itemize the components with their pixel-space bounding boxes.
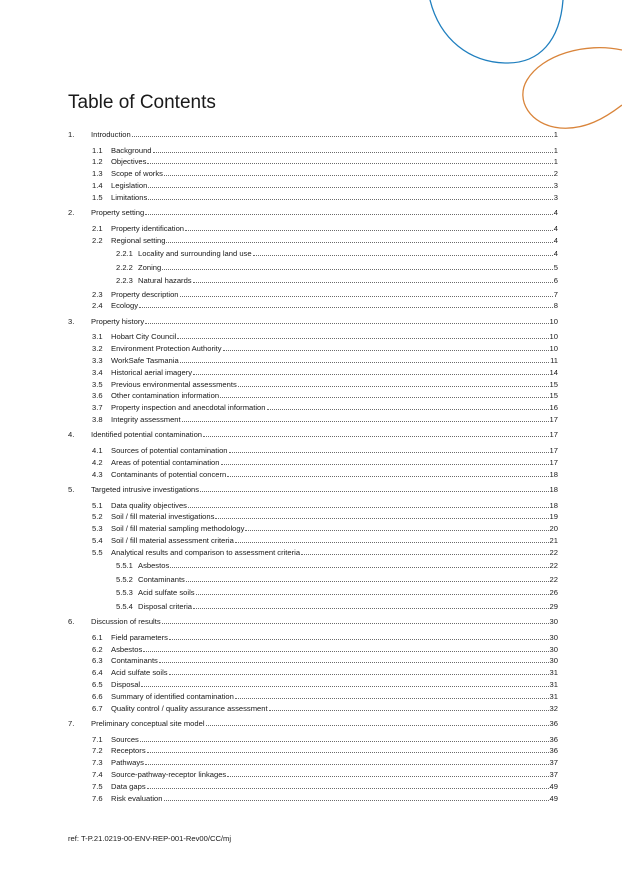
toc-entry-page: 49 xyxy=(549,793,558,803)
dot-leader xyxy=(166,242,552,243)
toc-entry-page: 15 xyxy=(549,379,558,389)
toc-entry[interactable] xyxy=(68,389,558,400)
toc-entry-number: 6.7 xyxy=(92,703,103,713)
toc-entry-number: 5.5.4 xyxy=(116,601,133,611)
toc-entry-label: Field parameters xyxy=(111,632,168,642)
dot-leader xyxy=(132,136,553,137)
toc-entry-page: 4 xyxy=(553,235,558,245)
toc-entry-number: 3.7 xyxy=(92,403,103,413)
toc-entry-label: Sources of potential contamination xyxy=(111,445,228,455)
toc-entry-number: 1.5 xyxy=(92,192,103,202)
toc-entry-number: 4.2 xyxy=(92,457,103,467)
toc-entry-label: Preliminary conceptual site model xyxy=(91,719,205,728)
toc-entry[interactable] xyxy=(68,428,558,439)
toc-entry-page: 31 xyxy=(549,668,558,678)
dot-leader xyxy=(200,491,548,492)
dot-leader xyxy=(162,269,553,270)
dot-leader xyxy=(147,163,552,164)
toc-entry-page: 30 xyxy=(549,632,558,642)
toc-entry[interactable] xyxy=(68,444,558,455)
toc-entry-page: 10 xyxy=(549,344,558,354)
toc-entry-page: 26 xyxy=(549,588,558,598)
toc-entry-label: Other contamination information xyxy=(111,391,220,401)
toc-entry[interactable] xyxy=(68,586,558,597)
dot-leader xyxy=(253,255,553,256)
toc-entry-number: 6. xyxy=(68,617,75,627)
dot-leader xyxy=(164,800,549,801)
dot-leader xyxy=(143,651,548,652)
dot-leader xyxy=(193,374,549,375)
toc-entry[interactable] xyxy=(68,261,558,272)
toc-entry-page: 18 xyxy=(549,485,558,494)
dot-leader xyxy=(177,338,548,339)
toc-entry-number: 1. xyxy=(68,130,75,139)
dot-leader xyxy=(203,436,549,437)
toc-entry-number: 3.4 xyxy=(92,367,103,377)
toc-entry[interactable] xyxy=(68,179,558,190)
toc-entry-label: Legislation xyxy=(111,180,148,190)
toc-entry-label: Risk evaluation xyxy=(111,793,163,803)
toc-entry-label: Acid sulfate soils xyxy=(111,668,168,678)
toc-entry-number: 1.1 xyxy=(92,145,103,155)
orange-arc xyxy=(523,48,622,129)
toc-entry-label: Contaminants xyxy=(138,574,185,584)
toc-entry-label: Sources xyxy=(111,734,139,744)
toc-entry-number: 7.6 xyxy=(92,793,103,803)
toc-entry-page: 15 xyxy=(549,391,558,401)
toc-entry-label: Summary of identified contamination xyxy=(111,691,234,701)
toc-entry-page: 31 xyxy=(549,679,558,689)
toc-entry[interactable] xyxy=(68,299,558,310)
toc-entry-label: Acid sulfate soils xyxy=(138,588,195,598)
toc-entry-label: Natural hazards xyxy=(138,276,192,285)
toc-entry[interactable] xyxy=(68,366,558,377)
toc-entry-label: Regional setting xyxy=(111,235,166,245)
toc-entry-label: Contaminants xyxy=(111,656,158,666)
toc-entry[interactable] xyxy=(68,206,558,217)
dot-leader xyxy=(185,230,553,231)
toc-entry[interactable] xyxy=(68,546,558,557)
toc-entry[interactable] xyxy=(68,144,558,155)
toc-entry-label: Scope of works xyxy=(111,169,163,179)
dot-leader xyxy=(227,776,548,777)
toc-entry-number: 3.8 xyxy=(92,414,103,424)
dot-leader xyxy=(193,608,549,609)
dot-leader xyxy=(206,725,549,726)
dot-leader xyxy=(267,409,549,410)
toc-entry[interactable] xyxy=(68,128,558,139)
toc-entry[interactable] xyxy=(68,678,558,689)
toc-entry-number: 2.2 xyxy=(92,235,103,245)
toc-entry-page: 36 xyxy=(549,746,558,756)
toc-entry-number: 2.3 xyxy=(92,289,103,299)
toc-entry[interactable] xyxy=(68,468,558,479)
toc-entry-page: 19 xyxy=(549,512,558,522)
toc-entry-page: 11 xyxy=(550,355,558,365)
toc-entry-page: 17 xyxy=(549,430,558,440)
toc-entry-label: Previous environmental assessments xyxy=(111,379,237,389)
toc-entry[interactable] xyxy=(68,354,558,365)
toc-entry-label: Areas of potential contamination xyxy=(111,457,220,467)
toc-entry-label: Soil / fill material assessment criteria xyxy=(111,535,234,545)
toc-entry-page: 7 xyxy=(553,289,558,299)
toc-entry[interactable] xyxy=(68,631,558,642)
toc-entry-page: 10 xyxy=(549,316,558,326)
toc-entry-number: 3.2 xyxy=(92,344,103,354)
toc-entry-label: Targeted intrusive investigations xyxy=(91,485,200,494)
toc-entry[interactable] xyxy=(68,534,558,545)
dot-leader xyxy=(170,567,548,568)
toc-entry-number: 1.2 xyxy=(92,157,103,167)
dot-leader xyxy=(301,554,548,555)
toc-entry[interactable] xyxy=(68,342,558,353)
toc-entry[interactable] xyxy=(68,522,558,533)
toc-entry[interactable] xyxy=(68,654,558,665)
toc-entry-number: 2.2.3 xyxy=(116,276,133,285)
dot-leader xyxy=(159,662,549,663)
toc-entry[interactable] xyxy=(68,666,558,677)
dot-leader xyxy=(164,175,553,176)
toc-entry-number: 3.1 xyxy=(92,332,103,342)
toc-entry-number: 2.2.2 xyxy=(116,262,133,272)
toc-entry[interactable] xyxy=(68,413,558,424)
toc-entry-label: Asbestos xyxy=(138,561,170,571)
dot-leader xyxy=(215,518,548,519)
toc-entry-page: 8 xyxy=(553,301,558,311)
dot-leader xyxy=(220,397,548,398)
toc-entry[interactable] xyxy=(68,483,558,494)
toc-entry[interactable] xyxy=(68,191,558,202)
dot-leader xyxy=(162,623,549,624)
dot-leader xyxy=(221,464,549,465)
toc-entry[interactable] xyxy=(68,247,558,258)
dot-leader xyxy=(139,307,553,308)
dot-leader xyxy=(196,594,549,595)
toc-entry-label: Property inspection and anecdotal information xyxy=(111,403,266,413)
toc-entry-number: 7.1 xyxy=(92,734,103,744)
toc-entry-number: 5.3 xyxy=(92,524,103,534)
dot-leader xyxy=(269,710,549,711)
toc-entry-page: 6 xyxy=(553,276,558,285)
toc-entry-page: 22 xyxy=(549,561,558,571)
toc-entry-label: Soil / fill material investigations xyxy=(111,512,215,522)
toc-entry[interactable] xyxy=(68,155,558,166)
dot-leader xyxy=(235,542,549,543)
toc-entry[interactable] xyxy=(68,401,558,412)
dot-leader xyxy=(145,214,553,215)
toc-entry-number: 7. xyxy=(68,719,75,728)
toc-entry-number: 4. xyxy=(68,430,75,440)
dot-leader xyxy=(180,296,553,297)
toc-entry[interactable] xyxy=(68,744,558,755)
toc-entry-number: 5.5.1 xyxy=(116,561,133,571)
toc-entry-number: 3.3 xyxy=(92,355,103,365)
dot-leader xyxy=(186,581,549,582)
toc-entry-page: 10 xyxy=(549,332,558,342)
toc-entry-page: 29 xyxy=(549,601,558,611)
blue-arc xyxy=(430,0,563,63)
toc-entry-number: 4.3 xyxy=(92,469,103,479)
dot-leader xyxy=(223,350,549,351)
toc-entry-page: 36 xyxy=(549,719,558,728)
dot-leader xyxy=(145,764,549,765)
toc-entry[interactable] xyxy=(68,600,558,611)
toc-entry-number: 1.3 xyxy=(92,169,103,179)
toc-entry[interactable] xyxy=(68,559,558,570)
toc-entry-label: Soil / fill material sampling methodology xyxy=(111,524,245,534)
toc-entry-label: Ecology xyxy=(111,301,139,311)
toc-entry[interactable] xyxy=(68,510,558,521)
toc-entry[interactable] xyxy=(68,690,558,701)
toc-entry-page: 21 xyxy=(549,535,558,545)
dot-leader xyxy=(140,741,549,742)
toc-entry-number: 7.5 xyxy=(92,781,103,791)
toc-entry-number: 6.3 xyxy=(92,656,103,666)
toc-entry[interactable] xyxy=(68,573,558,584)
toc-entry-page: 37 xyxy=(549,758,558,768)
toc-entry-page: 49 xyxy=(549,781,558,791)
toc-entry-page: 16 xyxy=(549,403,558,413)
toc-entry-page: 30 xyxy=(549,656,558,666)
toc-entry-label: Quality control / quality assurance assessment xyxy=(111,703,268,713)
toc-entry-label: Receptors xyxy=(111,746,146,756)
toc-entry-label: Source-pathway-receptor linkages xyxy=(111,769,227,779)
toc-entry-number: 5.5.3 xyxy=(116,588,133,598)
dot-leader xyxy=(145,323,548,324)
toc-entry-number: 5.1 xyxy=(92,500,103,510)
toc-entry-page: 1 xyxy=(553,145,558,155)
page-title: Table of Contents xyxy=(68,92,216,113)
dot-leader xyxy=(182,421,549,422)
toc-entry-label: Zoning xyxy=(138,262,162,272)
toc-entry-page: 30 xyxy=(549,617,558,627)
toc-entry[interactable] xyxy=(68,456,558,467)
toc-entry-page: 17 xyxy=(549,457,558,467)
toc-entry-number: 5.4 xyxy=(92,535,103,545)
toc-entry-page: 18 xyxy=(549,469,558,479)
toc-entry-label: WorkSafe Tasmania xyxy=(111,355,179,365)
toc-entry-number: 2.4 xyxy=(92,301,103,311)
toc-entry[interactable] xyxy=(68,167,558,178)
toc-entry-label: Integrity assessment xyxy=(111,414,181,424)
toc-entry[interactable] xyxy=(68,274,558,285)
toc-entry-number: 6.1 xyxy=(92,632,103,642)
toc-entry-label: Limitations xyxy=(111,192,148,202)
toc-entry-number: 5.5 xyxy=(92,547,103,557)
toc-entry[interactable] xyxy=(68,702,558,713)
toc-entry[interactable] xyxy=(68,792,558,803)
toc-entry[interactable] xyxy=(68,768,558,779)
decorative-arcs xyxy=(0,0,622,140)
toc-entry-number: 3. xyxy=(68,316,75,326)
dot-leader xyxy=(235,698,549,699)
dot-leader xyxy=(169,674,549,675)
toc-entry-label: Property history xyxy=(91,316,145,326)
toc-entry-page: 4 xyxy=(553,249,558,258)
toc-entry-label: Data quality objectives xyxy=(111,500,187,510)
toc-entry-label: Data gaps xyxy=(111,781,146,791)
toc-entry-label: Background xyxy=(111,145,152,155)
toc-entry-page: 20 xyxy=(549,524,558,534)
toc-entry-number: 4.1 xyxy=(92,445,103,455)
toc-entry-page: 14 xyxy=(549,367,558,377)
dot-leader xyxy=(148,199,552,200)
toc-entry[interactable] xyxy=(68,780,558,791)
dot-leader xyxy=(193,282,553,283)
toc-entry[interactable] xyxy=(68,733,558,744)
toc-entry-number: 2.2.1 xyxy=(116,249,133,258)
toc-entry-label: Property setting xyxy=(91,208,145,218)
toc-entry[interactable] xyxy=(68,234,558,245)
toc-entry-number: 6.5 xyxy=(92,679,103,689)
toc-entry-label: Hobart City Council xyxy=(111,332,177,342)
toc-entry-page: 17 xyxy=(549,445,558,455)
toc-entry-label: Disposal xyxy=(111,679,141,689)
toc-entry-number: 3.5 xyxy=(92,379,103,389)
toc-entry-label: Objectives xyxy=(111,157,147,167)
toc-entry[interactable] xyxy=(68,615,558,626)
toc-entry-page: 18 xyxy=(549,500,558,510)
toc-entry[interactable] xyxy=(68,288,558,299)
toc-entry-label: Introduction xyxy=(91,130,131,139)
dot-leader xyxy=(245,530,548,531)
toc-entry-label: Property identification xyxy=(111,223,185,233)
toc-entry-label: Property description xyxy=(111,289,179,299)
toc-entry[interactable] xyxy=(68,717,558,728)
toc-entry-page: 5 xyxy=(553,262,558,272)
toc-entry[interactable] xyxy=(68,756,558,767)
toc-entry-page: 1 xyxy=(553,130,558,139)
toc-entry-label: Analytical results and comparison to assessment criteria xyxy=(111,547,301,557)
toc-entry-number: 2. xyxy=(68,208,75,218)
dot-leader xyxy=(229,452,549,453)
toc-entry[interactable] xyxy=(68,330,558,341)
dot-leader xyxy=(238,386,549,387)
toc-entry-label: Identified potential contamination xyxy=(91,430,203,440)
toc-entry-page: 32 xyxy=(549,703,558,713)
toc-entry-number: 6.2 xyxy=(92,644,103,654)
dot-leader xyxy=(153,152,553,153)
toc-entry-number: 5. xyxy=(68,485,75,494)
toc-entry-page: 22 xyxy=(549,547,558,557)
toc-entry-page: 22 xyxy=(549,574,558,584)
toc-entry[interactable] xyxy=(68,499,558,510)
dot-leader xyxy=(148,187,552,188)
document-reference: ref: T-P.21.0219-00-ENV-REP-001-Rev00/CC/mj xyxy=(68,834,232,843)
toc-entry[interactable] xyxy=(68,315,558,326)
toc-entry-page: 3 xyxy=(553,192,558,202)
toc-entry-page: 1 xyxy=(553,157,558,167)
toc-entry-label: Disposal criteria xyxy=(138,601,193,611)
toc-entry-label: Discussion of results xyxy=(91,617,161,627)
toc-entry-number: 7.2 xyxy=(92,746,103,756)
toc-entry-label: Historical aerial imagery xyxy=(111,367,193,377)
toc-entry-number: 5.2 xyxy=(92,512,103,522)
toc-entry-page: 4 xyxy=(553,223,558,233)
toc-entry-number: 6.4 xyxy=(92,668,103,678)
toc-entry-number: 3.6 xyxy=(92,391,103,401)
toc-entry[interactable] xyxy=(68,643,558,654)
dot-leader xyxy=(141,686,548,687)
toc-entry-number: 1.4 xyxy=(92,180,103,190)
toc-entry-page: 2 xyxy=(553,169,558,179)
toc-entry-number: 5.5.2 xyxy=(116,574,133,584)
toc-entry-label: Pathways xyxy=(111,758,144,768)
toc-entry-page: 37 xyxy=(549,769,558,779)
toc-entry-number: 7.4 xyxy=(92,769,103,779)
dot-leader xyxy=(188,507,549,508)
toc-entry-page: 3 xyxy=(553,180,558,190)
toc-entry-page: 17 xyxy=(549,414,558,424)
dot-leader xyxy=(227,476,548,477)
toc-entry-label: Asbestos xyxy=(111,644,143,654)
dot-leader xyxy=(147,752,549,753)
toc-entry-number: 6.6 xyxy=(92,691,103,701)
toc-entry-label: Locality and surrounding land use xyxy=(138,249,252,258)
toc-entry-label: Contaminants of potential concern xyxy=(111,469,227,479)
toc-entry-page: 31 xyxy=(549,691,558,701)
toc-entry[interactable] xyxy=(68,378,558,389)
toc-entry-page: 30 xyxy=(549,644,558,654)
dot-leader xyxy=(169,639,549,640)
toc-entry-label: Environment Protection Authority xyxy=(111,344,222,354)
toc-entry-page: 36 xyxy=(549,734,558,744)
dot-leader xyxy=(180,362,549,363)
toc-entry[interactable] xyxy=(68,222,558,233)
toc-entry-page: 4 xyxy=(553,208,558,218)
toc-entry-number: 7.3 xyxy=(92,758,103,768)
toc-entry-number: 2.1 xyxy=(92,223,103,233)
dot-leader xyxy=(147,788,549,789)
